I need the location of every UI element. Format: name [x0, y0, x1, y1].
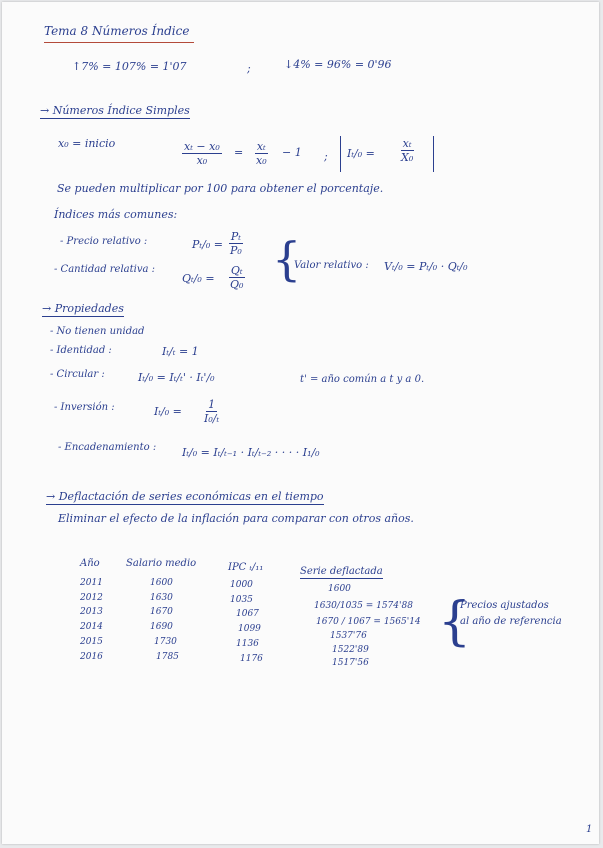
table-row-year: 2015	[80, 637, 103, 647]
table-row-salary: 1730	[154, 637, 177, 647]
curly-brace-right: {	[438, 592, 472, 652]
no-units-item: - No tienen unidad	[50, 326, 145, 337]
value-relative-formula: Vₜ/₀ = Pₜ/₀ · Qₜ/₀	[384, 260, 468, 273]
adjusted-prices-note-line1: Precios ajustados	[460, 600, 549, 611]
inversion-lhs: Iₜ/₀ =	[154, 405, 182, 418]
chain-formula: Iₜ/₀ = Iₜ/ₜ₋₁ · Iₜ/ₜ₋₂ · · · · I₁/₀	[182, 446, 320, 459]
section-heading-deflactacion: → Deflactación de series económicas en el tiempo	[46, 490, 324, 503]
table-row-deflated: 1600	[328, 584, 351, 594]
separator-2: ;	[324, 150, 328, 163]
table-row-deflated: 1630/1035 = 1574'88	[314, 601, 413, 611]
adjusted-prices-note-line2: al año de referencia	[460, 616, 562, 627]
table-row-ipc: 1176	[240, 654, 263, 664]
index-fraction	[399, 137, 415, 164]
index-lhs: Iₜ/₀ =	[347, 147, 375, 160]
section-heading-simples: → Números Índice Simples	[40, 104, 190, 117]
common-indices-heading: Índices más comunes:	[54, 208, 178, 221]
growth-denominator: x₀	[196, 154, 208, 167]
title-underline	[44, 42, 194, 43]
table-row-ipc: 1000	[230, 580, 253, 590]
price-denominator: P₀	[230, 244, 242, 257]
table-row-ipc: 1067	[236, 609, 259, 619]
table-row-salary: 1630	[150, 593, 173, 603]
value-relative-label: Valor relativo :	[294, 260, 369, 271]
table-row-ipc: 1099	[238, 624, 261, 634]
table-row-ipc: 1035	[230, 595, 253, 605]
price-relative-lhs: Pₜ/₀ =	[192, 238, 223, 251]
circular-formula: Iₜ/₀ = Iₜ/ₜ' · Iₜ'/₀	[138, 371, 215, 384]
col-header-year: Año	[80, 558, 100, 569]
separator: ;	[247, 62, 251, 75]
table-row-deflated: 1522'89	[332, 645, 369, 655]
table-row-year: 2013	[80, 607, 103, 617]
inversion-denominator: I₀/ₜ	[204, 412, 220, 425]
notebook-page	[2, 2, 599, 844]
section-heading-propiedades: → Propiedades	[42, 302, 124, 315]
table-row-salary: 1670	[150, 607, 173, 617]
page-number: 1	[586, 824, 593, 835]
minus-one: − 1	[282, 146, 302, 159]
col-header-deflated: Serie deflactada	[300, 566, 383, 577]
ratio-fraction	[254, 140, 269, 167]
chain-label: - Encadenamiento :	[58, 442, 157, 453]
quantity-numerator: Qₜ	[230, 264, 243, 277]
index-numerator: xₜ	[402, 137, 412, 150]
table-row-salary: 1690	[150, 622, 173, 632]
equals-sign: =	[234, 146, 244, 159]
table-row-deflated: 1517'56	[332, 658, 369, 668]
inversion-label: - Inversión :	[54, 402, 115, 413]
inversion-fraction	[202, 398, 221, 425]
identidad-label: - Identidad :	[50, 345, 112, 356]
multiply-note: Se pueden multiplicar por 100 para obtener el porcentaje.	[57, 182, 384, 195]
x0-definition: x₀ = inicio	[58, 137, 116, 150]
ratio-denominator: x₀	[256, 154, 267, 167]
price-numerator: Pₜ	[230, 230, 241, 243]
table-row-deflated: 1670 / 1067 = 1565'14	[316, 617, 421, 627]
table-row-salary: 1600	[150, 578, 173, 588]
quantity-relative-label: - Cantidad relativa :	[54, 264, 156, 275]
index-definition-box	[340, 136, 434, 172]
page-title: Tema 8 Números Índice	[44, 24, 190, 38]
circular-note: t' = año común a t y a 0.	[300, 374, 425, 385]
growth-numerator: xₜ − x₀	[184, 140, 220, 153]
table-row-year: 2016	[80, 652, 103, 662]
table-row-ipc: 1136	[236, 639, 259, 649]
price-relative-fraction	[228, 230, 244, 257]
table-row-deflated: 1537'76	[330, 631, 367, 641]
deflactacion-subtitle: Eliminar el efecto de la inflación para comparar con otros años.	[58, 512, 414, 525]
curly-brace-left: {	[272, 232, 302, 286]
index-denominator: X₀	[401, 151, 414, 164]
quantity-relative-fraction	[228, 264, 245, 291]
decrease-example: ↓4% = 96% = 0'96	[284, 58, 392, 71]
table-row-year: 2014	[80, 622, 103, 632]
quantity-denominator: Q₀	[230, 278, 244, 291]
price-relative-label: - Precio relativo :	[60, 236, 148, 247]
increase-example: ↑7% = 107% = 1'07	[72, 60, 187, 73]
growth-fraction	[182, 140, 222, 167]
col-header-salary: Salario medio	[126, 558, 197, 569]
table-row-year: 2012	[80, 593, 103, 603]
circular-label: - Circular :	[50, 369, 105, 380]
table-row-year: 2011	[80, 578, 103, 588]
quantity-relative-lhs: Qₜ/₀ =	[182, 272, 215, 285]
table-row-salary: 1785	[156, 652, 179, 662]
identidad-formula: Iₜ/ₜ = 1	[162, 345, 199, 358]
ratio-numerator: xₜ	[256, 140, 266, 153]
col-header-ipc: IPC ₜ/₁₁	[228, 562, 264, 573]
inversion-numerator: 1	[208, 398, 216, 411]
